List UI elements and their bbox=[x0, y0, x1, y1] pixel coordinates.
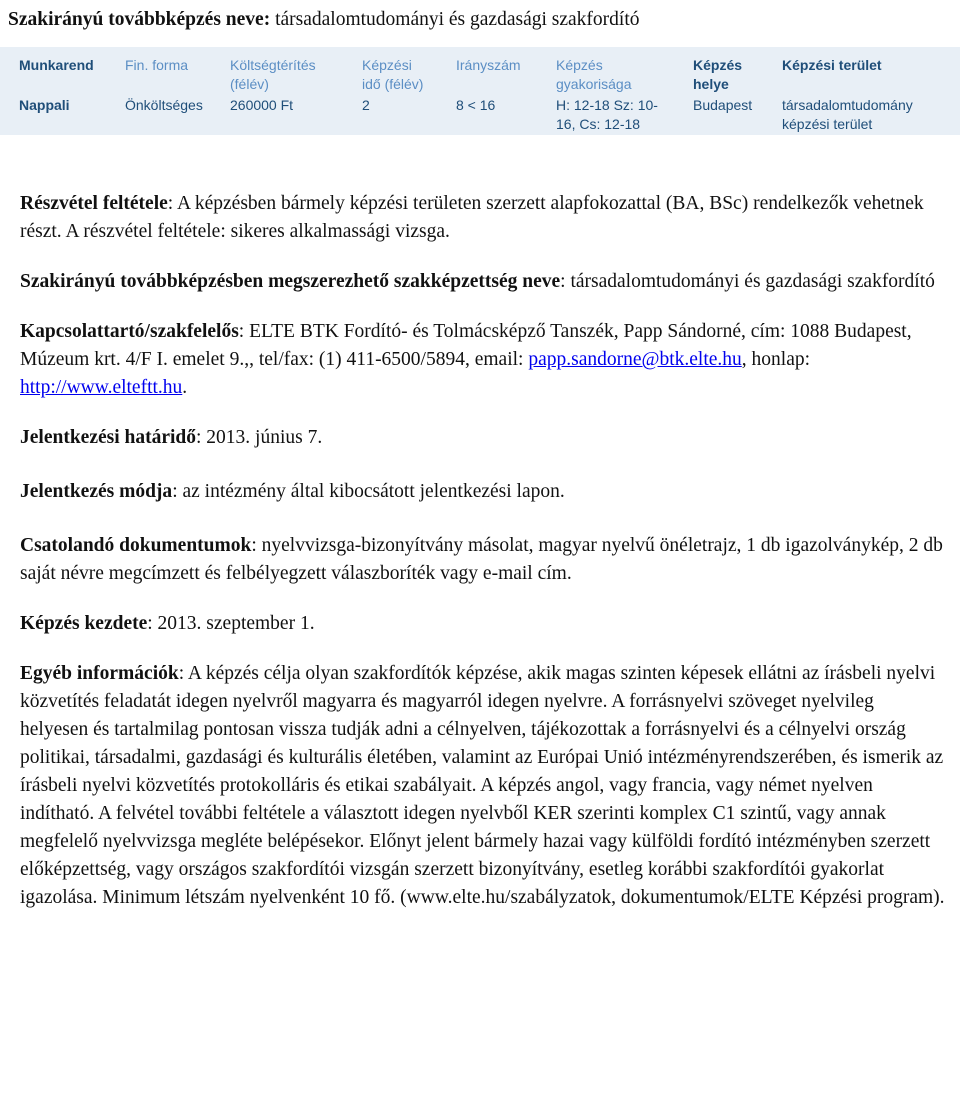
section-reszvetel bbox=[20, 190, 945, 246]
cell-kepzesi-ido: 2 bbox=[362, 97, 370, 113]
section-kapcsolat bbox=[20, 318, 945, 402]
header-gyakorisag-sub: gyakorisága bbox=[556, 76, 632, 92]
text-egyeb: : A képzés célja olyan szakfordítók képzése, akik magas szinten képesek ellátni az írásbeli nyelvi közvetítés feladatát idegen nyelvről magyarra és magyarról idegen nyelvre. A forrásnyelvi szöveget nyelvileg helyesen és tartalmilag pontosan vissza tudják adni a célnyelven, tájékozottak a forrásnyelvi és a célnyelvi ország politikai, társadalmi, gazdasági és kulturális életében, valamint az Európai Unió intézményrendszerében, és ismerik az írásbeli nyelvi közvetítés protokolláris és etikai szabályait. A képzés angol, vagy francia, vagy német nyelven indítható. A felvétel további feltétele a választott idegen nyelvből KER szerinti komplex C1 szintű, vagy annak megfelelő nyelvvizsga megléte belépésekor. Előnyt jelent bármely hazai vagy külföldi fordító intézményben szerzett előképzettség, vagy országos szakfordítói vizsgán szerzett bizonyítvány, esetleg korábbi szakfordítói gyakorlat igazolása. Minimum létszám nyelvenként 10 fő. (www.elte.hu/szabályzatok, dokumentumok/ELTE Képzési program). bbox=[20, 663, 945, 908]
section-szakkepzettseg bbox=[20, 268, 945, 296]
label-szakkepzettseg: Szakirányú továbbképzésben megszerezhető szakképzettség neve bbox=[20, 271, 561, 292]
header-kepzesi-ido-sub: idő (félév) bbox=[362, 76, 424, 92]
header-helye: Képzés bbox=[693, 57, 743, 73]
text-kapcsolat: : ELTE BTK Fordító- és Tolmácsképző Tanszék, Papp Sándorné, cím: 1088 Budapest, Múzeum krt. 4/F I. emelet 9.,, tel/fax: (1) 411-6500/5894, email: bbox=[20, 321, 912, 370]
program-info-table bbox=[0, 47, 960, 135]
header-munkarend: Munkarend bbox=[19, 57, 94, 73]
label-hatarido: Jelentkezési határidő bbox=[20, 427, 197, 448]
program-title-value: társadalomtudományi és gazdasági szakfordító bbox=[270, 9, 640, 30]
header-fin-forma: Fin. forma bbox=[125, 57, 189, 73]
text-kezdete: : 2013. szeptember 1. bbox=[147, 613, 315, 634]
text-kapcsolat-mid: , honlap: bbox=[741, 349, 811, 370]
label-dokumentumok: Csatolandó dokumentumok bbox=[20, 535, 252, 556]
website-link[interactable]: http://www.elteftt.hu bbox=[20, 377, 183, 398]
cell-helye: Budapest bbox=[693, 97, 753, 113]
text-szakkepzettseg: : társadalomtudományi és gazdasági szakfordító bbox=[560, 271, 935, 292]
cell-gyakorisag-line2: 16, Cs: 12-18 bbox=[556, 116, 641, 132]
section-dokumentumok bbox=[20, 532, 945, 588]
cell-iranyszam: 8 < 16 bbox=[456, 97, 496, 113]
header-koltseg-sub: (félév) bbox=[230, 76, 269, 92]
program-title-label: Szakirányú továbbképzés neve: bbox=[8, 9, 271, 30]
text-hatarido: : 2013. június 7. bbox=[196, 427, 323, 448]
cell-gyakorisag-line1: H: 12-18 Sz: 10- bbox=[556, 97, 658, 113]
text-reszvetel: : A képzésben bármely képzési területen szerzett alapfokozattal (BA, BSc) rendelkezők vehetnek részt. A részvétel feltétele: sikeres alkalmassági vizsga. bbox=[20, 193, 924, 242]
header-iranyszam: Irányszám bbox=[456, 57, 521, 73]
text-kapcsolat-end: . bbox=[182, 377, 188, 398]
label-kapcsolat: Kapcsolattartó/szakfelelős bbox=[20, 321, 239, 342]
header-terulet: Képzési terület bbox=[782, 57, 882, 73]
section-kezdete bbox=[20, 610, 945, 638]
cell-terulet-line2: képzési terület bbox=[782, 116, 873, 132]
cell-terulet-line1: társadalomtudomány bbox=[782, 97, 913, 113]
text-dokumentumok: : nyelvvizsga-bizonyítvány másolat, magyar nyelvű önéletrajz, 1 db igazolványkép, 2 db saját névre megcímzett és felbélyegzett válaszboríték vagy e-mail cím. bbox=[20, 535, 943, 584]
main-content bbox=[20, 190, 945, 912]
section-modja bbox=[20, 478, 945, 506]
cell-fin-forma: Önköltséges bbox=[125, 97, 203, 113]
section-hatarido bbox=[20, 424, 945, 452]
cell-munkarend: Nappali bbox=[19, 97, 70, 113]
header-koltseg: Költségtérítés bbox=[230, 57, 316, 73]
email-link[interactable]: papp.sandorne@btk.elte.hu bbox=[528, 349, 742, 370]
header-kepzesi-ido: Képzési bbox=[362, 57, 412, 73]
program-title bbox=[0, 0, 960, 40]
label-reszvetel: Részvétel feltétele bbox=[20, 193, 168, 214]
section-egyeb bbox=[20, 660, 945, 912]
label-egyeb: Egyéb információk bbox=[20, 663, 179, 684]
label-modja: Jelentkezés módja bbox=[20, 481, 173, 502]
header-gyakorisag: Képzés bbox=[556, 57, 603, 73]
label-kezdete: Képzés kezdete bbox=[20, 613, 148, 634]
text-modja: : az intézmény által kibocsátott jelentkezési lapon. bbox=[172, 481, 565, 502]
header-helye-sub: helye bbox=[693, 76, 729, 92]
cell-koltseg: 260000 Ft bbox=[230, 97, 294, 113]
